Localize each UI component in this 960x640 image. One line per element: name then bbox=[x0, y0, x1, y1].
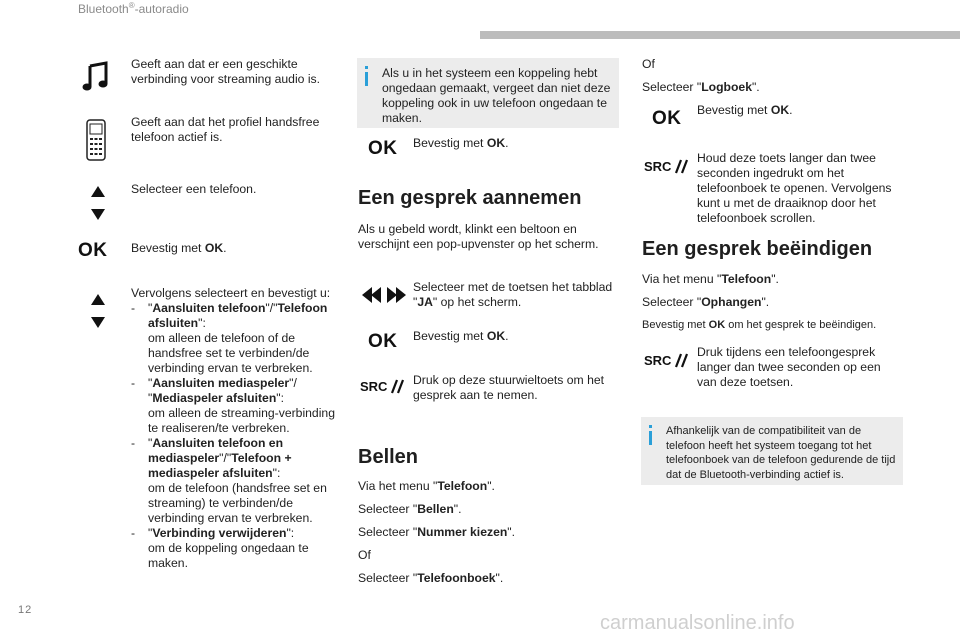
watermark: carmanualsonline.info bbox=[600, 612, 795, 634]
or-text: Of bbox=[358, 548, 371, 562]
select-logbook-text: Selecteer "Logboek". bbox=[642, 80, 760, 94]
handsfree-text: Geeft aan dat het profiel handsfree telefoon actief is. bbox=[131, 115, 320, 144]
select-phonebook-text: Selecteer "Telefoonboek". bbox=[358, 571, 504, 585]
press-wheel-text: Druk op deze stuurwieltoets om het gesprek aan te nemen. bbox=[413, 373, 605, 402]
list-item: - "Aansluiten telefoon"/"Telefoon afsluiten": om alleen de telefoon of de handsfree set te verbinden/de verbinding ervan te verbreken. bbox=[131, 301, 328, 375]
src-phone-key-icon: SRC bbox=[644, 158, 689, 174]
answer-call-heading: Een gesprek aannemen bbox=[358, 187, 582, 209]
via-menu-text: Via het menu "Telefoon". bbox=[358, 479, 495, 493]
info-icon bbox=[365, 72, 368, 86]
call-heading: Bellen bbox=[358, 446, 419, 468]
ok-icon: OK bbox=[368, 331, 398, 352]
then-text: Vervolgens selecteert en bevestigt u: bbox=[131, 286, 331, 300]
confirm-ok-text: Bevestig met OK. bbox=[131, 241, 227, 255]
end-confirm-text: Bevestig met OK om het gesprek te beëindigen. bbox=[642, 319, 877, 331]
list-item: - "Aansluiten telefoon en mediaspeler"/"Telefoon + mediaspeler afsluiten": om de telefoon (handsfree set en streaming) te verbinden/de verbinding ervan te verbreken. bbox=[131, 436, 327, 525]
handsfree-phone-icon bbox=[85, 118, 107, 167]
confirm-ok-text: Bevestig met OK. bbox=[697, 103, 793, 117]
or-text: Of bbox=[642, 57, 655, 71]
confirm-ok-text: Bevestig met OK. bbox=[413, 136, 509, 150]
info-icon bbox=[649, 431, 652, 445]
info-note bbox=[357, 58, 619, 128]
list-item: - "Aansluiten mediaspeler"/ "Mediaspeler afsluiten": om alleen de streaming-verbinding te realiseren/te verbreken. bbox=[131, 376, 335, 435]
ok-icon: OK bbox=[368, 138, 398, 159]
header-title: Bluetooth®-autoradio bbox=[78, 1, 189, 16]
select-hangup-text: Selecteer "Ophangen". bbox=[642, 295, 770, 309]
left-right-arrows-icon bbox=[362, 287, 406, 308]
select-bellen-text: Selecteer "Bellen". bbox=[358, 502, 462, 516]
hold-key-text: Houd deze toets langer dan twee seconden ingedrukt om het telefoonboek te openen. Vervolgens kunt u met de draaiknop door het telefoonboek scrollen. bbox=[697, 151, 892, 225]
select-number-text: Selecteer "Nummer kiezen". bbox=[358, 525, 516, 539]
options-list bbox=[131, 301, 336, 571]
header-bar bbox=[480, 31, 960, 39]
select-tab-text: Selecteer met de toetsen het tabblad "JA" op het scherm. bbox=[413, 280, 613, 309]
list-item: - "Verbinding verwijderen": om de koppeling ongedaan te maken. bbox=[131, 526, 309, 570]
info-note-text: Als u in het systeem een koppeling hebt ongedaan gemaakt, vergeet dan niet deze koppeling ook in uw telefoon ongedaan te maken. bbox=[382, 66, 611, 125]
up-down-arrows-icon bbox=[91, 294, 105, 333]
src-phone-key-icon: SRC bbox=[644, 352, 689, 368]
via-menu-text: Via het menu "Telefoon". bbox=[642, 272, 779, 286]
info-note bbox=[641, 417, 903, 485]
src-phone-key-icon: SRC bbox=[360, 378, 405, 394]
select-phone-text: Selecteer een telefoon. bbox=[131, 182, 257, 196]
streaming-text: Geeft aan dat er een geschikte verbinding voor streaming audio is. bbox=[131, 57, 321, 86]
music-note-icon bbox=[82, 60, 110, 97]
answer-intro-text: Als u gebeld wordt, klinkt een beltoon en verschijnt een pop-upvenster op het scherm. bbox=[358, 222, 599, 251]
up-down-arrows-icon bbox=[91, 186, 105, 225]
options-block bbox=[131, 286, 336, 571]
end-call-heading: Een gesprek beëindigen bbox=[642, 238, 873, 260]
info-note-text: Afhankelijk van de compatibiliteit van de telefoon heeft het systeem toegang tot het telefoonboek van de telefoon gedurende de tijd dat de Bluetooth-verbinding actief is. bbox=[666, 425, 896, 481]
page-number: 12 bbox=[18, 604, 33, 616]
press-during-call-text: Druk tijdens een telefoongesprek langer dan twee seconden op een van deze toetsen. bbox=[697, 345, 881, 389]
confirm-ok-text: Bevestig met OK. bbox=[413, 329, 509, 343]
ok-icon: OK bbox=[78, 240, 108, 261]
ok-icon: OK bbox=[652, 108, 682, 129]
